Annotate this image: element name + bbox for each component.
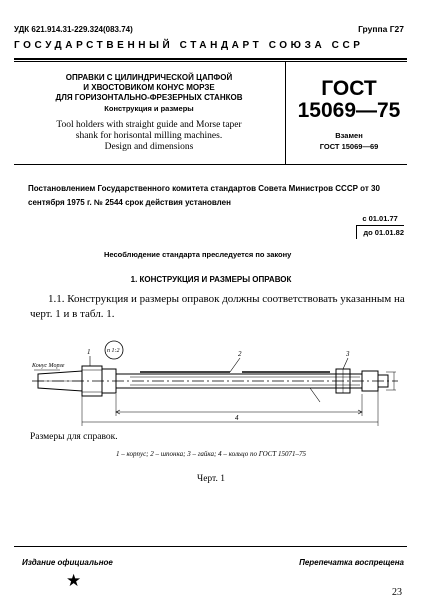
- udk-code: УДК 621.914.31-229.324(083.74): [14, 25, 133, 34]
- header-rule-thick: [14, 58, 407, 60]
- title-ru-subtitle: Конструкция и размеры: [104, 104, 194, 113]
- star-icon: ★: [66, 571, 82, 590]
- replaces-label: Взамен: [335, 131, 363, 140]
- replaces-value: ГОСТ 15069—69: [319, 142, 379, 151]
- title-en-line-1: Tool holders with straight guide and Morse taper: [56, 120, 242, 130]
- decree-text: Постановлением Государственного комитета стандартов Совета Министров СССР от 30 сентября 1975 г. № 2544 срок действия установлен: [28, 184, 380, 207]
- title-ru: [30, 73, 268, 103]
- state-standard-banner: ГОСУДАРСТВЕННЫЙ СТАНДАРТ СОЮЗА ССР: [14, 40, 364, 51]
- gost-label: ГОСТ: [321, 77, 377, 100]
- holder-drawing: [30, 336, 402, 428]
- penalty-notice: Несоблюдение стандарта преследуется по закону: [104, 250, 292, 259]
- reprint-prohibited: Перепечатка воспрещена: [299, 558, 404, 567]
- part-number-3: 3: [346, 350, 350, 358]
- section-title: 1. КОНСТРУКЦИЯ И РАЗМЕРЫ ОПРАВОК: [130, 275, 292, 284]
- title-en-line-3: Design and dimensions: [104, 142, 194, 152]
- gost-number: 15069—75: [297, 99, 401, 122]
- validity-dates: [356, 212, 404, 239]
- group-code: Группа Г27: [358, 24, 404, 34]
- part-number-1: 1: [87, 348, 91, 356]
- header-rule-thin: [14, 61, 407, 62]
- part-number-2: 2: [238, 350, 242, 358]
- figure-caption: Черт. 1: [197, 474, 225, 484]
- title-divider: [285, 61, 286, 164]
- footer-rule: [14, 546, 407, 547]
- title-ru-line-1: ОПРАВКИ С ЦИЛИНДРИЧЕСКОЙ ЦАПФОЙ: [65, 73, 233, 82]
- title-en-line-2: shank for horisontal milling machines.: [75, 131, 223, 141]
- official-edition: Издание официальное: [22, 558, 113, 567]
- title-en: [30, 120, 268, 153]
- replaces-block: [294, 130, 404, 152]
- title-ru-line-2: И ХВОСТОВИКОМ КОНУС МОРЗЕ: [83, 83, 215, 92]
- parts-legend: 1 – корпус; 2 – шпонка; 3 – гайка; 4 – кольцо по ГОСТ 15071–75: [115, 450, 307, 458]
- morse-taper-label: Конус Морзе: [32, 363, 65, 369]
- valid-to: до 01.01.82: [356, 225, 404, 239]
- gost-number-block: [294, 78, 404, 122]
- sizes-note: Размеры для справок.: [30, 432, 118, 442]
- part-number-4: 4: [235, 414, 239, 422]
- paragraph-1-1: 1.1. Конструкция и размеры оправок должны соответствовать указанным на черт. 1 и в табл. 1.: [30, 293, 405, 320]
- page-number: 23: [392, 587, 402, 598]
- detail-scale-label: n 1:2: [107, 348, 120, 354]
- title-bottom-rule: [14, 164, 407, 165]
- title-ru-line-3: ДЛЯ ГОРИЗОНТАЛЬНО-ФРЕЗЕРНЫХ СТАНКОВ: [55, 93, 243, 102]
- valid-from: с 01.01.77: [362, 214, 398, 223]
